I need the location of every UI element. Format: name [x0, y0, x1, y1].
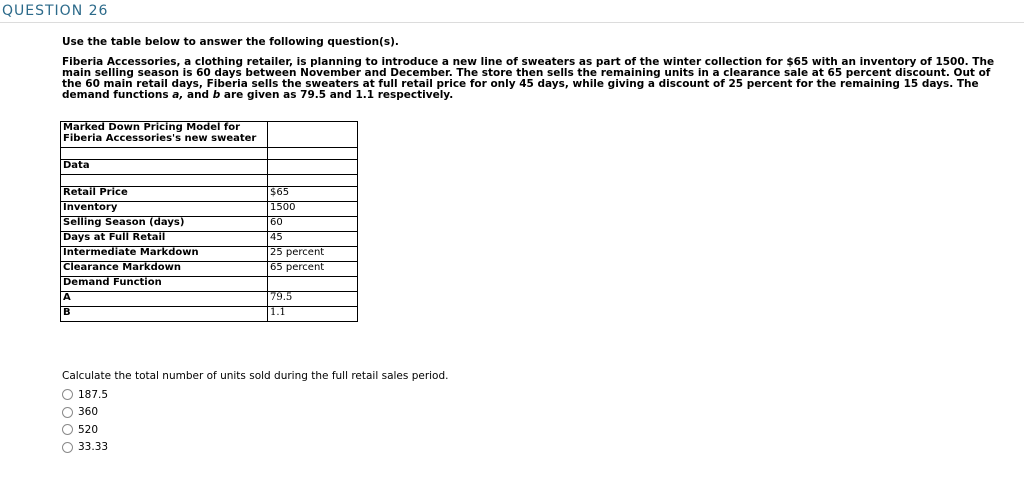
row-value: 1500 [268, 202, 358, 217]
pricing-model-table [60, 121, 358, 322]
radio-button[interactable] [62, 442, 73, 453]
row-value: 25 percent [268, 247, 358, 262]
radio-button[interactable] [62, 389, 73, 400]
table-row [61, 202, 358, 217]
radio-button[interactable] [62, 407, 73, 418]
radio-button[interactable] [62, 424, 73, 435]
answer-options [62, 386, 108, 456]
table-row [61, 307, 358, 322]
variable-a: a, [172, 89, 184, 101]
table-data-label: Data [61, 160, 268, 175]
table-row [61, 277, 358, 292]
row-value: 1.1 [268, 307, 358, 322]
row-value [268, 277, 358, 292]
table-row [61, 217, 358, 232]
variable-b: b [212, 89, 221, 101]
row-value: 45 [268, 232, 358, 247]
answer-option[interactable] [62, 386, 108, 404]
table-row [61, 232, 358, 247]
table-row [61, 292, 358, 307]
row-label: Days at Full Retail [61, 232, 268, 247]
row-label: Intermediate Markdown [61, 247, 268, 262]
table-title: Marked Down Pricing Model for Fiberia Accessories's new sweater [61, 122, 268, 148]
table-row [61, 187, 358, 202]
row-value: 79.5 [268, 292, 358, 307]
table-row [61, 247, 358, 262]
row-label: Inventory [61, 202, 268, 217]
answer-option[interactable] [62, 421, 108, 439]
question-header [0, 0, 1024, 23]
option-label: 187.5 [78, 388, 109, 401]
option-label: 33.33 [78, 441, 109, 454]
paragraph-tail: are given as 79.5 and 1.1 respectively. [220, 89, 454, 101]
option-label: 520 [78, 423, 99, 436]
row-label: Clearance Markdown [61, 262, 268, 277]
row-label: Demand Function [61, 277, 268, 292]
row-label: Selling Season (days) [61, 217, 268, 232]
row-label: Retail Price [61, 187, 268, 202]
row-label: A [61, 292, 268, 307]
table-row [61, 262, 358, 277]
question-title: QUESTION 26 [2, 3, 109, 19]
paragraph-and: and [183, 89, 213, 101]
question-paragraph [62, 57, 1010, 101]
row-value: 65 percent [268, 262, 358, 277]
row-value: $65 [268, 187, 358, 202]
question-prompt: Calculate the total number of units sold during the full retail sales period. [62, 370, 449, 382]
answer-option[interactable] [62, 404, 108, 422]
row-label: B [61, 307, 268, 322]
row-value: 60 [268, 217, 358, 232]
question-intro: Use the table below to answer the following question(s). [62, 36, 399, 48]
answer-option[interactable] [62, 439, 108, 457]
paragraph-text: Fiberia Accessories, a clothing retailer, is planning to introduce a new line of sweaters as part of the winter collection for $65 with an inventory of 1500. The main selling season is 60 days between November and December. The store then sells the remaining units in a clearance sale at 65 percent discount. Out of the 60 main retail days, Fiberia sells the sweaters at full retail price for only 45 days, while giving a discount of 25 percent for the remaining 15 days. The demand functions [62, 56, 995, 101]
option-label: 360 [78, 406, 99, 419]
